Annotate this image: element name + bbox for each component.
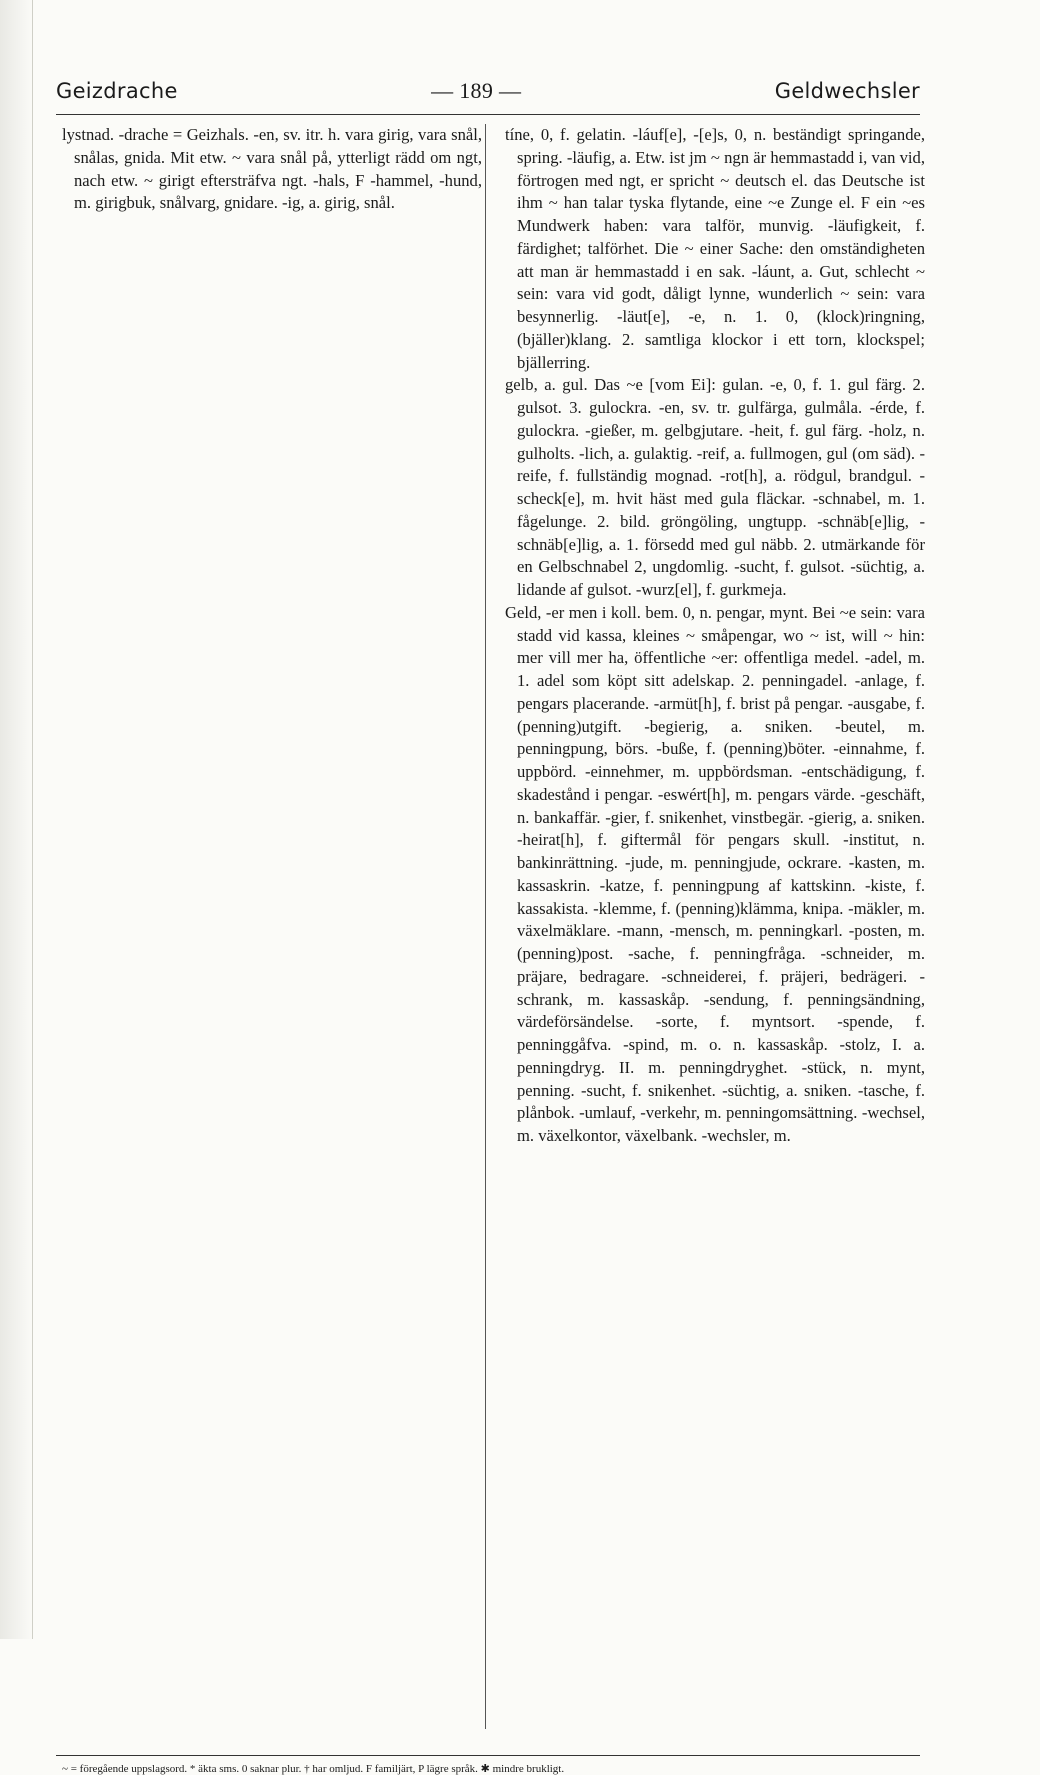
left-guide-word: Geizdrache — [56, 79, 178, 103]
entry-paragraph: Geld, -er men i koll. bem. 0, n. pengar, mynt. Bei ~e sein: vara stadd vid kassa, kleines ~ småpengar, wo ~ ist, will ~ hin: mer vill mer ha, öffentliche ~er: offentliga medel. -adel, m. 1. adel som köpt sitt adelskap. 2. penningadel. -anlage, f. pengars placerande. -armüt[h], f. brist på pengar. -ausgabe, f. (penning)utgift. -begierig, a. sniken. -beutel, m. penningpung, börs. -buße, f. (penning)böter. -einnahme, f. uppbörd. -einnehmer, m. uppbördsman. -entschädigung, f. skadestånd i pengar. -eswért[h], m. pengars värde. -geschäft, n. bankaffär. -gier, f. snikenhet, vinstbegär. -gierig, a. sniken. -heirat[h], f. giftermål för pengars skull. -institut, n. bankinrättning. -jude, m. penningjude, ockrare. -kasten, m. kassaskrin. -katze, f. penningpung af kattskinn. -kiste, f. kassakista. -klemme, f. (penning)klämma, knipa. -mäkler, m. växelmäklare. -mann, -mensch, m. penningkarl. -posten, m. (penning)post. -sache, f. penningfråga. -schneider, m. präjare, bedragare. -schneiderei, f. präjeri, bedrägeri. -schrank, m. kassaskåp. -sendung, f. penningsändning, värdeförsändelse. -sorte, f. myntsort. -spende, f. penninggåfva. -spind, m. o. n. kassaskåp. -stolz, I. a. penningdryg. II. m. penningdryghet. -stück, n. mynt, penning. -sucht, f. snikenhet. -süchtig, a. sniken. -tasche, f. plånbok. -umlauf, -verkehr, m. penningomsättning. -wechsel, m. växelkontor, växelbank. -wechsler, m. — [505, 602, 925, 1145]
header-rule — [56, 114, 920, 115]
column-divider — [485, 124, 486, 1729]
binding-line — [32, 0, 33, 1639]
entry-paragraph: tíne, 0, f. gelatin. -láuf[e], -[e]s, 0, n. beständigt springande, spring. -läufig, a. Etw. ist jm ~ ngn är hemmastadd i, van vid, förtrogen med ngt, er spricht ~ deutsch el. das Deutsche ist ihm ~ han talar tyska flytande, eine ~e Zunge el. F ein ~es Mundwerk haben: vara talför, munvig. -läufigkeit, f. färdighet; talförhet. Die ~ einer Sache: den omständigheten att man är hemmastadd i en sak. -láunt, a. Gut, schlecht ~ sein: vara vid godt, dåligt lynne, wunderlich ~ sein: vara besynnerlig. -läut[e], -e, n. 1. 0, (klock)ringning, (bjäller)klang. 2. samtliga klockor i ett torn, klockspel; bjällerring. — [505, 125, 925, 372]
scan-edge — [0, 0, 34, 1639]
running-header — [56, 78, 920, 112]
page-number: — 189 — — [431, 78, 522, 103]
abbreviation-legend: ~ = föregående uppslagsord. * äkta sms. 0 saknar plur. † har omljud. F familjärt, P lägre språk. ✱ mindre brukligt. — [62, 1763, 565, 1775]
left-column — [62, 124, 482, 215]
entry-paragraph: gelb, a. gul. Das ~e [vom Ei]: gulan. -e, 0, f. 1. gul färg. 2. gulsot. 3. gulockra. -en, sv. tr. gulfärga, gulmåla. -érde, f. gulockra. -gießer, m. gelbgjutare. -heit, f. gul färg. -holz, n. gulholts. -lich, a. gulaktig. -reif, a. fullmogen, gul (om säd). -reife, f. fullständig mognad. -rot[h], a. rödgul, brandgul. -scheck[e], m. hvit häst med gula fläckar. -schnabel, m. 1. fågelunge. 2. bild. gröngöling, ungtupp. -schnäb[e]lig, -schnäb[e]lig, a. 1. försedd med gul näbb. 2. utmärkande för en Gelbschnabel 2, ungdomlig. -sucht, f. gulsot. -süchtig, a. lidande af gulsot. -wurz[el], f. gurkmeja. — [505, 375, 925, 599]
footer-rule — [56, 1755, 920, 1756]
right-guide-word: Geldwechsler — [774, 79, 920, 103]
right-column — [505, 124, 925, 1148]
entry-paragraph: lystnad. -drache = Geizhals. -en, sv. itr. h. vara girig, vara snål, snålas, gnida. Mit etw. ~ vara snål på, ytterligt rädd om ngt, nach etw. ~ girigt eftersträfva ngt. -hals, F -hammel, -hund, m. girigbuk, snålvarg, gnidare. -ig, a. girig, snål. — [62, 125, 482, 213]
